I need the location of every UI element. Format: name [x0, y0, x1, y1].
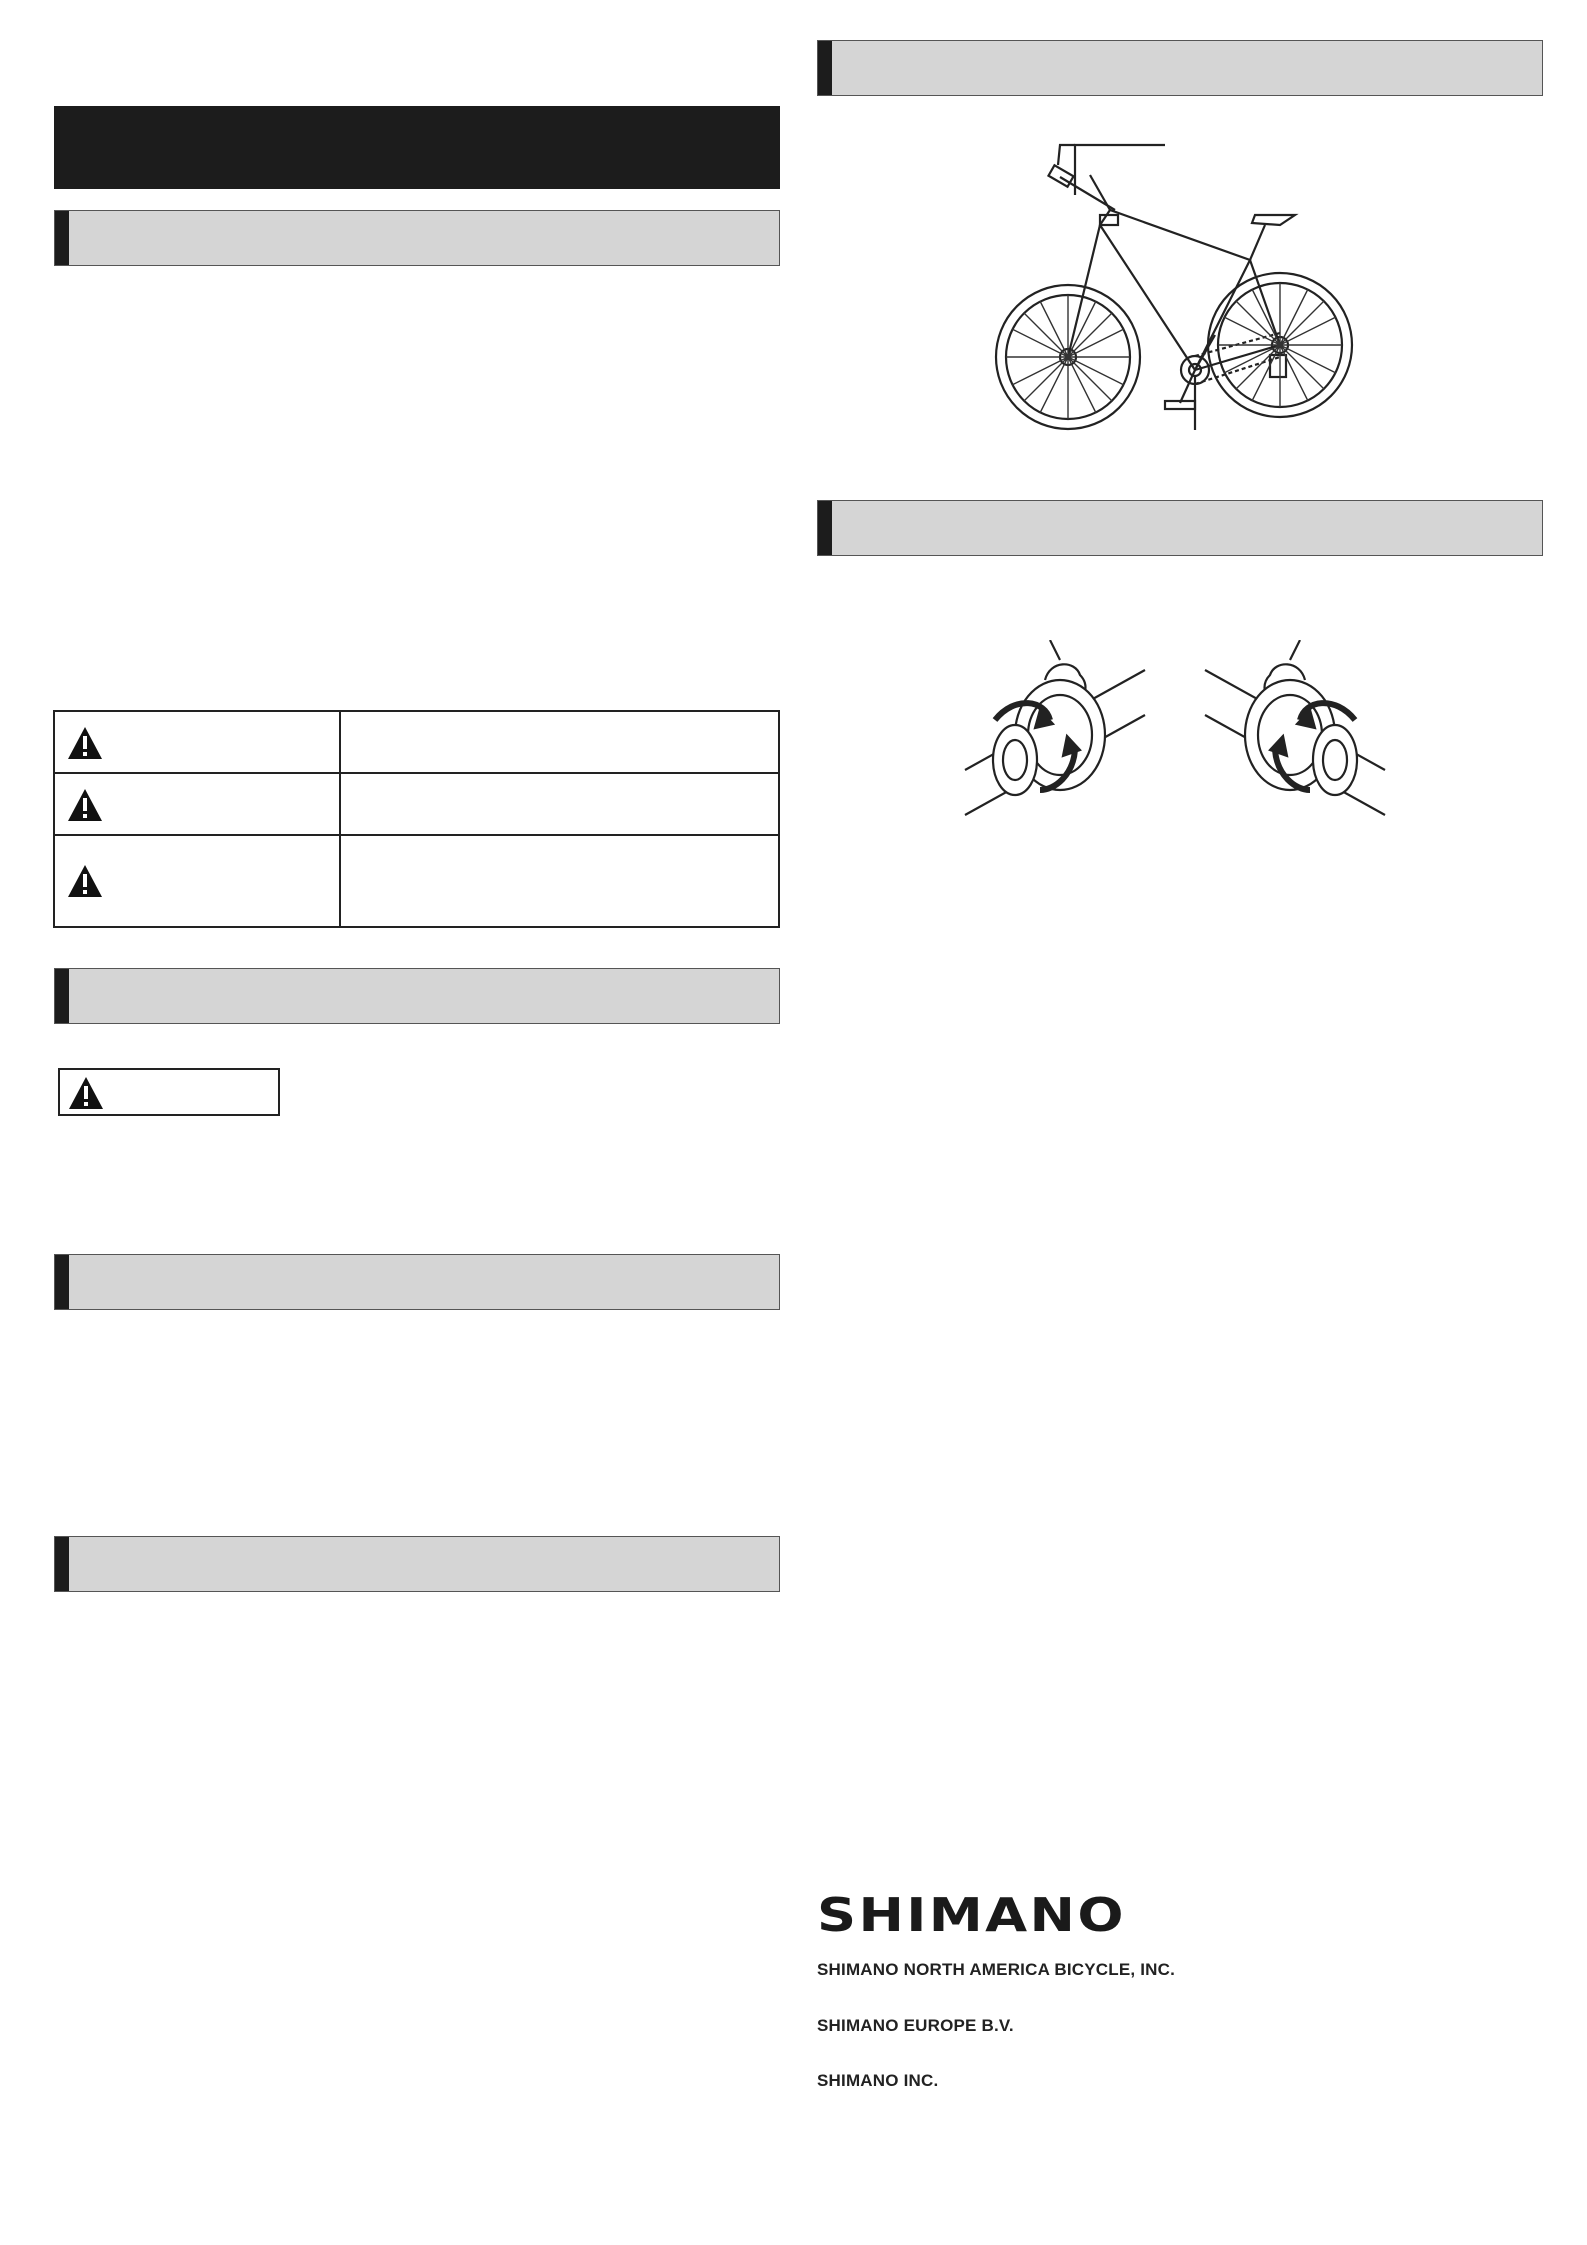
signal-row-danger [55, 712, 778, 774]
section-header-2 [54, 968, 780, 1024]
warning-triangle-icon [67, 726, 103, 760]
bicycle-illustration [990, 135, 1370, 435]
company-name-inc: SHIMANO INC. [817, 2071, 939, 2090]
signal-row-caution [55, 836, 778, 926]
right-shifter-illustration [1195, 640, 1395, 820]
signal-word-table [53, 710, 780, 928]
warning-triangle-icon [68, 1076, 104, 1110]
section-header-5 [817, 40, 1543, 96]
company-name-north-america: SHIMANO NORTH AMERICA BICYCLE, INC. [817, 1960, 1176, 1979]
signal-row-warning [55, 774, 778, 836]
section-header-6 [817, 500, 1543, 556]
section-header-1 [54, 210, 780, 266]
warning-triangle-icon [67, 864, 103, 898]
left-shifter-illustration [955, 640, 1155, 820]
warning-label-box [58, 1068, 280, 1116]
section-header-3 [54, 1254, 780, 1310]
company-name-europe: SHIMANO EUROPE B.V. [817, 2016, 1014, 2035]
shimano-logo: SHIMANO [817, 1888, 1126, 1942]
document-title-bar [54, 106, 780, 189]
warning-triangle-icon [67, 788, 103, 822]
section-header-4 [54, 1536, 780, 1592]
